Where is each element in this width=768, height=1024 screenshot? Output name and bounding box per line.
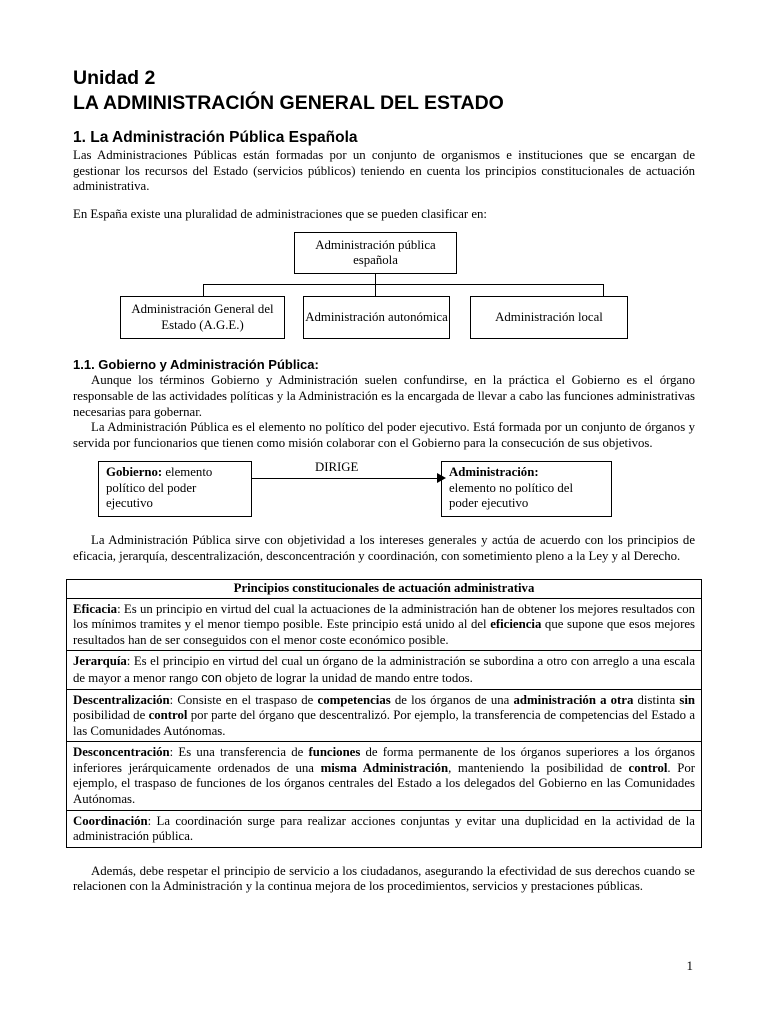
principles-table [66, 579, 702, 848]
closing-paragraph: Además, debe respetar el principio de servicio a los ciudadanos, asegurando la efectividad de sus derechos cuando se relacionen con la Administración y la continua mejora de los procedimientos, servicios y prestaciones públicas. [73, 863, 695, 894]
org-child-age: Administración General del Estado (A.G.E.) [120, 296, 285, 339]
administracion-box [441, 461, 612, 517]
org-connector [603, 284, 604, 296]
section-1-title: 1. La Administración Pública Española [73, 129, 358, 146]
principle-bold: administración a otra [513, 692, 634, 707]
principle-bold: eficiencia [490, 617, 542, 632]
principle-jerarquia [67, 651, 701, 689]
org-connector [375, 274, 376, 284]
principle-bold: competencias [317, 692, 391, 707]
principle-term: Descentralización [73, 692, 170, 707]
org-connector [203, 284, 204, 296]
principle-text: : Es una transferencia de [169, 745, 309, 760]
page-number: 1 [686, 958, 693, 973]
gobierno-text: elemento político del poder ejecutivo [106, 465, 213, 511]
principle-text: distinta [633, 692, 680, 707]
section-1-1-paragraph-1: Aunque los términos Gobierno y Administración suelen confundirse, en la práctica el Gobierno es el órgano responsable de las actividades políticas y la Administración es la encargada de llevar a cabo las funciones administrativas necesarias para gobernar. [73, 373, 695, 419]
principle-bold: control [148, 708, 188, 723]
principle-text: : La coordinación surge para realizar acciones conjuntas y evitar una duplicidad en la actividad de la administración pública. [73, 813, 695, 844]
principle-text: : Es un principio en virtud del cual la actuaciones de la administración han de obtener los mejores resultados con los mínimos tramites y el menor tiempo posible. Este principio está unido al del [73, 601, 695, 632]
org-root-box: Administración pública española [294, 232, 457, 274]
principle-term: Eficacia [73, 601, 118, 616]
principle-text: posibilidad de [73, 708, 149, 723]
principle-bold: control [628, 760, 668, 775]
principle-bold: funciones [308, 745, 361, 760]
administracion-term: Administración: [449, 465, 539, 480]
administracion-text: elemento no político del poder ejecutivo [449, 480, 574, 511]
gobierno-box [98, 461, 252, 517]
unit-label: Unidad 2 [73, 67, 156, 89]
principle-text: de los órganos de una [390, 692, 514, 707]
principle-term: Jerarquía [73, 654, 127, 669]
principle-bold: sin [679, 692, 696, 707]
principle-text: de forma permanente de los órganos superiores a los órganos inferiores jerárquicamente ordenados de una [73, 745, 695, 775]
principle-eficacia [67, 599, 701, 652]
principle-descentralizacion [67, 690, 701, 743]
dirige-label: DIRIGE [315, 460, 359, 475]
principle-text: . Por ejemplo, el traspaso de funciones de los órganos centrales del Estado a los delegados del Gobierno en las Comunidades Autónomas. [73, 760, 695, 807]
org-chart [73, 228, 695, 348]
principle-term: Coordinación [73, 813, 148, 828]
principles-table-header: Principios constitucionales de actuación administrativa [67, 580, 701, 599]
org-connector [203, 284, 603, 285]
principle-text: : Es el principio en virtud del cual un órgano de la administración se subordina a otro con arreglo a una escala de mayor a menor rango [73, 654, 695, 685]
principle-text: objeto de lograr la unidad de mando entre todos. [221, 670, 473, 685]
principle-text: que supone que esos mejores resultados han de ser conseguidos con el menor coste económico posible. [73, 617, 695, 647]
section-1-paragraph-1: Las Administraciones Públicas están formadas por un conjunto de organismos e instituciones que se encargan de gestionar los recursos del Estado (servicios públicos) teniendo en cuenta los principios constitucionales de actuación administrativa. [73, 148, 695, 194]
section-1-1-paragraph-3: La Administración Pública sirve con objetividad a los intereses generales y actúa de acuerdo con los principios de eficacia, jerarquía, descentralización, desconcentración y coordinación, con sometimiento pleno a la Ley y al Derecho. [73, 533, 695, 563]
principle-bold: misma Administración [320, 760, 449, 775]
gobierno-term: Gobierno: [106, 465, 163, 480]
principle-text: por parte del órgano que descentralizó. Por ejemplo, la transferencia de competencias del Estado a las Comunidades Autónomas. [73, 708, 695, 738]
org-connector [375, 284, 376, 296]
dirige-arrow [252, 478, 438, 479]
org-child-autonomica: Administración autonómica [303, 296, 450, 339]
org-child-local: Administración local [470, 296, 628, 339]
section-1-paragraph-2: En España existe una pluralidad de administraciones que se pueden clasificar en: [73, 206, 487, 221]
government-diagram [73, 461, 695, 531]
principle-desconcentracion [67, 742, 701, 810]
principle-text: , manteniendo la posibilidad de [448, 760, 629, 775]
document-page [73, 66, 695, 895]
section-1-1-paragraph-2: La Administración Pública es el elemento no político del poder ejecutivo. Está formada por un conjunto de órganos y servida por funcionarios que tienen como misión colaborar con el Gobierno para la consecución de sus objetivos. [73, 420, 695, 450]
principle-term: Desconcentración [73, 745, 170, 760]
page-title: LA ADMINISTRACIÓN GENERAL DEL ESTADO [73, 92, 504, 114]
section-1-1-title: 1.1. Gobierno y Administración Pública: [73, 357, 319, 373]
principle-text: con [201, 669, 222, 685]
principle-coordinacion [67, 811, 701, 847]
principle-text: : Consiste en el traspaso de [169, 692, 318, 707]
